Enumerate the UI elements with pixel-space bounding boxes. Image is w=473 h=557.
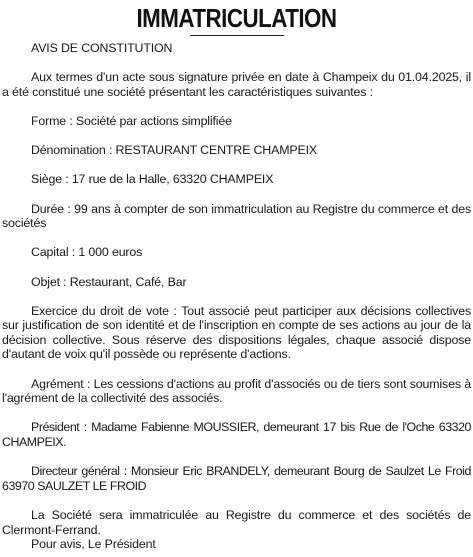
title-underline bbox=[190, 35, 284, 36]
paragraph-acte: Aux termes d'un acte sous signature privée en date à Champeix du 01.04.2025, il a été constitué une société présentant les caractéristiques suivantes : bbox=[2, 70, 471, 99]
paragraph-capital: Capital : 1 000 euros bbox=[31, 245, 143, 260]
notice-title: IMMATRICULATION bbox=[136, 3, 337, 33]
paragraph-siege: Siège : 17 rue de la Halle, 63320 CHAMPEIX bbox=[31, 172, 274, 187]
paragraph-agrement: Agrément : Les cessions d'actions au profit d'associés ou de tiers sont soumises à l'agrément de la collectivité des associés. bbox=[2, 376, 471, 406]
paragraph-duree: Durée : 99 ans à compter de son immatriculation au Registre du commerce et des sociétés bbox=[2, 201, 471, 231]
paragraph-vote: Exercice du droit de vote : Tout associé peut participer aux décisions collectives sur justification de son identité et de l'inscription en compte de ses actions au jour de la décision collective. Sous réserve des dispositions légales, chaque associé dispose d'autant de voix qu'il possède ou représente d'actions. bbox=[2, 303, 471, 362]
notice-body bbox=[2, 41, 471, 552]
paragraph-president: Président : Madame Fabienne MOUSSIER, demeurant 17 bis Rue de l'Oche 63320 CHAMPEIX. bbox=[2, 420, 471, 450]
paragraph-forme: Forme : Société par actions simplifiée bbox=[31, 113, 232, 128]
notice-heading: AVIS DE CONSTITUTION bbox=[31, 41, 173, 55]
paragraph-objet: Objet : Restaurant, Café, Bar bbox=[31, 274, 187, 289]
signature-line: Pour avis, Le Président bbox=[31, 537, 156, 552]
paragraph-denomination: Dénomination : RESTAURANT CENTRE CHAMPEIX bbox=[31, 143, 318, 158]
paragraph-immatriculation: La Société sera immatriculée au Registre du commerce et des sociétés de Clermont-Ferrand. bbox=[2, 508, 471, 537]
paragraph-directeur: Directeur général : Monsieur Eric BRANDELY, demeurant Bourg de Saulzet Le Froid 63970 SAULZET LE FROID bbox=[2, 464, 471, 493]
